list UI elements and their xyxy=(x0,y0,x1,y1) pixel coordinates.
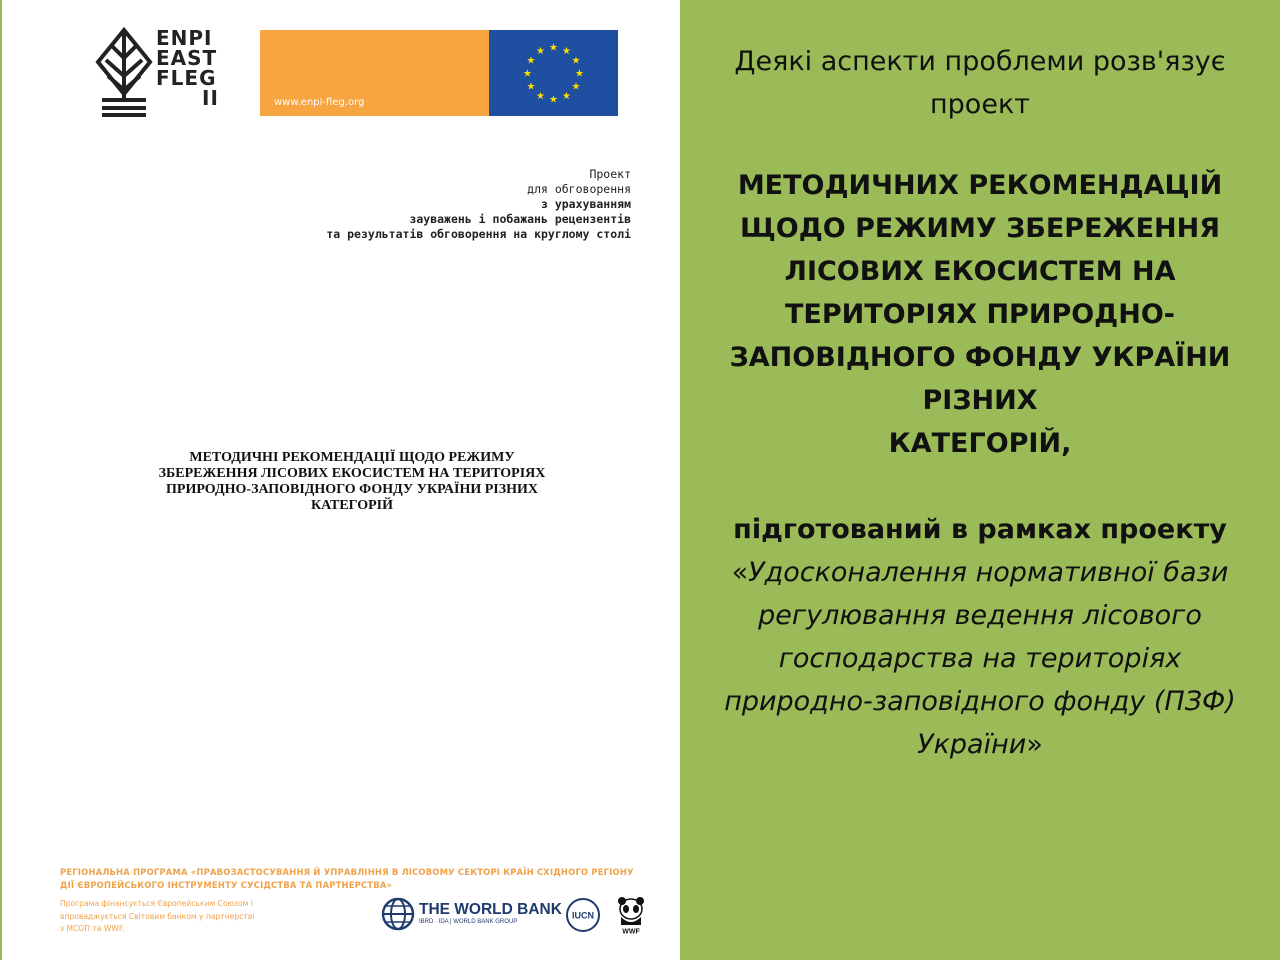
fleg-wordmark xyxy=(156,28,236,108)
footer-funding-line: з МСОП та WWF. xyxy=(60,924,125,933)
iucn-logo xyxy=(565,897,601,933)
summary-prepared: підготований в рамках проекту xyxy=(733,514,1227,545)
document-title xyxy=(117,450,587,514)
eu-stars-icon xyxy=(489,30,618,116)
enpi-east-fleg-logo xyxy=(94,26,234,118)
summary-intro-line: проект xyxy=(930,89,1030,120)
eu-star-icon: ★ xyxy=(571,81,581,93)
summary-title xyxy=(700,164,1260,465)
draft-note-line: зауважень і побажань рецензентів xyxy=(409,212,631,226)
summary-intro xyxy=(700,40,1260,126)
eu-star-icon: ★ xyxy=(536,46,545,57)
document-title-line: ПРИРОДНО-ЗАПОВІДНОГО ФОНДУ УКРАЇНИ РІЗНИХ xyxy=(166,482,538,497)
banner-url: www.enpi-fleg.org xyxy=(274,97,365,108)
eu-star-icon: ★ xyxy=(571,55,581,67)
wwf-text: WWF xyxy=(622,928,640,935)
eu-star-icon: ★ xyxy=(549,94,558,106)
fleg-line-3: FLEG xyxy=(156,66,217,90)
summary-title-line: ЗАПОВІДНОГО ФОНДУ УКРАЇНИ xyxy=(729,342,1231,373)
footer-program-line: ДІЇ ЄВРОПЕЙСЬКОГО ІНСТРУМЕНТУ СУСІДСТВА ТА ПАРТНЕРСТВА» xyxy=(60,880,393,890)
draft-note-line: для обговорення xyxy=(527,182,631,196)
summary-title-line: ЩОДО РЕЖИМУ ЗБЕРЕЖЕННЯ xyxy=(739,213,1221,244)
iucn-text: IUCN xyxy=(572,910,594,921)
draft-note-line: з урахуванням xyxy=(540,197,631,211)
wwf-panda-logo xyxy=(616,895,646,935)
eu-star-icon: ★ xyxy=(526,55,536,67)
eu-flag xyxy=(489,30,618,116)
project-line xyxy=(694,551,1266,594)
footer-funding-line: впроваджується Світовим банком у партнерстві xyxy=(60,911,255,921)
summary-intro-line: Деякі аспекти проблеми розв'язує xyxy=(734,46,1226,77)
tree-logo-icon xyxy=(94,26,156,118)
footer-program-line: РЕГІОНАЛЬНА ПРОГРАМА «ПРАВОЗАСТОСУВАННЯ Й УПРАВЛІННЯ В ЛІСОВОМУ СЕКТОРІ КРАЇН СХІДНОГО РЕГІОНУ xyxy=(60,867,634,877)
quote-open: « xyxy=(731,557,749,588)
eu-star-icon: ★ xyxy=(549,42,558,54)
footer-funding-line: Програма фінансується Європейським Союзом і xyxy=(60,899,253,908)
fleg-line-2: EAST xyxy=(156,46,218,70)
project-line xyxy=(694,723,1266,766)
quote-close: » xyxy=(1026,729,1043,760)
fleg-line-1: ENPI xyxy=(156,26,213,50)
eu-star-icon: ★ xyxy=(575,68,584,80)
eu-star-icon: ★ xyxy=(562,91,571,102)
eu-star-icon: ★ xyxy=(526,81,536,93)
fleg-line-4: II xyxy=(202,86,219,110)
draft-note-line: та результатів обговорення на круглому столі xyxy=(326,227,631,241)
document-title-line: МЕТОДИЧНІ РЕКОМЕНДАЦІЇ ЩОДО РЕЖИМУ xyxy=(189,450,515,465)
world-bank-logo xyxy=(381,897,562,931)
program-banner xyxy=(260,30,489,116)
project-line-text: України xyxy=(917,729,1027,760)
document-title-line: ЗБЕРЕЖЕННЯ ЛІСОВИХ ЕКОСИСТЕМ НА ТЕРИТОРІЯХ xyxy=(158,466,546,481)
eu-star-icon: ★ xyxy=(536,91,545,102)
draft-note xyxy=(211,167,631,242)
project-line: регулювання ведення лісового xyxy=(758,600,1202,631)
world-bank-globe-icon xyxy=(381,897,415,931)
project-line: природно-заповідного фонду (ПЗФ) xyxy=(724,686,1236,717)
summary-title-line: МЕТОДИЧНИХ РЕКОМЕНДАЦІЙ xyxy=(737,170,1223,201)
project-line-text: Удосконалення нормативної бази xyxy=(748,557,1229,588)
summary-project-name xyxy=(694,551,1266,766)
summary-title-line: КАТЕГОРІЙ, xyxy=(888,428,1072,459)
summary-title-line: ТЕРИТОРІЯХ ПРИРОДНО- xyxy=(785,299,1175,330)
project-line: господарства на територіях xyxy=(778,643,1182,674)
summary-title-line: ЛІСОВИХ ЕКОСИСТЕМ НА xyxy=(784,256,1176,287)
footer-program-name xyxy=(60,866,660,892)
world-bank-name: THE WORLD BANK xyxy=(419,901,562,918)
document-title-line: КАТЕГОРІЙ xyxy=(310,498,394,513)
world-bank-subtitle: IBRD · IDA | WORLD BANK GROUP xyxy=(419,919,518,925)
eu-star-icon: ★ xyxy=(562,46,571,57)
summary-title-line: РІЗНИХ xyxy=(922,385,1038,416)
draft-note-line: Проект xyxy=(589,167,631,181)
eu-star-icon: ★ xyxy=(523,68,532,80)
footer-funding-note xyxy=(60,898,320,936)
summary-panel xyxy=(680,0,1280,960)
